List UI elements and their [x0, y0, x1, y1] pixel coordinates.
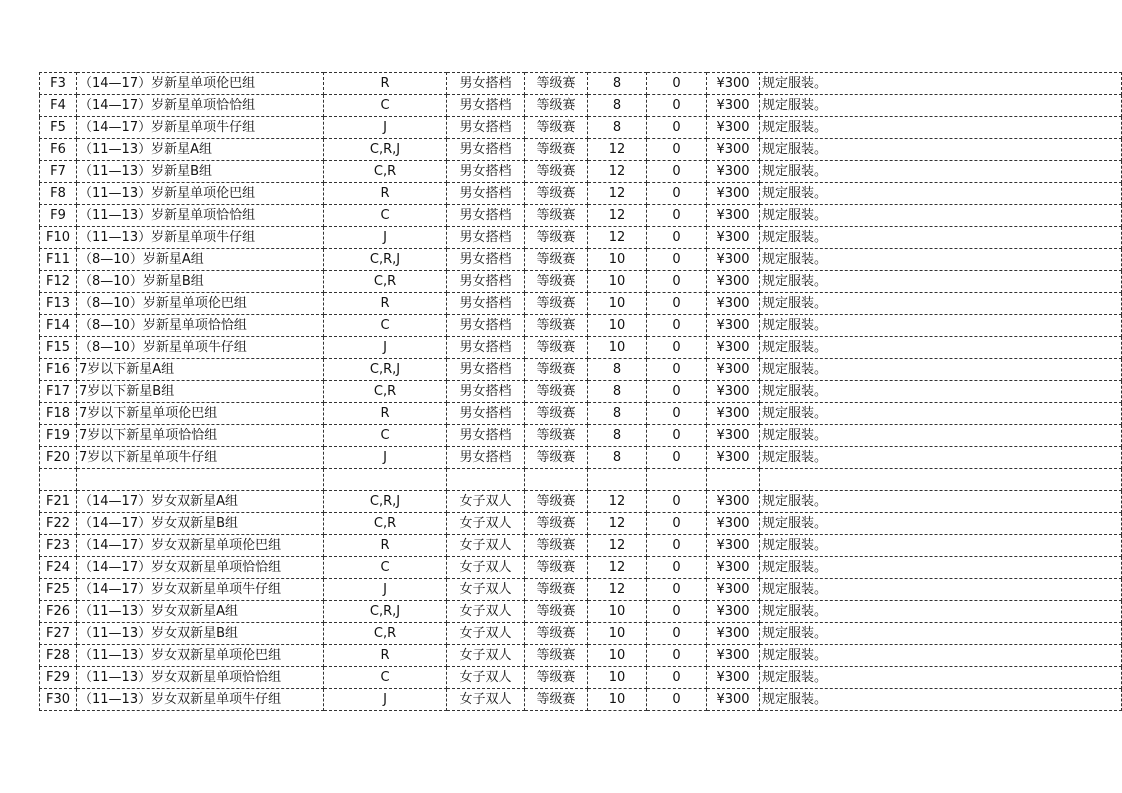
dances-cell: C,R,J [324, 491, 447, 513]
event-code-cell: F8 [40, 183, 77, 205]
table-row [40, 315, 1122, 337]
entry-type-cell: 男女搭档 [447, 139, 525, 161]
event-name-cell: （11—13）岁新星B组 [77, 161, 324, 183]
level-cell: 等级赛 [525, 249, 588, 271]
event-code-cell: F10 [40, 227, 77, 249]
count-cell: 10 [588, 249, 647, 271]
event-code-cell: F14 [40, 315, 77, 337]
event-name-cell: （11—13）岁新星单项恰恰组 [77, 205, 324, 227]
fee-cell: ¥300 [707, 689, 760, 711]
event-name-cell: （8—10）岁新星单项恰恰组 [77, 315, 324, 337]
note-cell: 规定服装。 [760, 645, 1122, 667]
table-row [40, 535, 1122, 557]
event-code-cell: F30 [40, 689, 77, 711]
entry-type-cell: 男女搭档 [447, 359, 525, 381]
zero-cell: 0 [647, 315, 707, 337]
count-cell: 12 [588, 579, 647, 601]
event-code-cell: F20 [40, 447, 77, 469]
zero-cell: 0 [647, 161, 707, 183]
dances-cell: R [324, 183, 447, 205]
entry-type-cell: 男女搭档 [447, 183, 525, 205]
table-row [40, 513, 1122, 535]
fee-cell: ¥300 [707, 205, 760, 227]
note-cell: 规定服装。 [760, 491, 1122, 513]
entry-type-cell: 女子双人 [447, 491, 525, 513]
zero-cell: 0 [647, 623, 707, 645]
event-name-cell: 7岁以下新星B组 [77, 381, 324, 403]
zero-cell: 0 [647, 689, 707, 711]
count-cell: 10 [588, 271, 647, 293]
zero-cell: 0 [647, 205, 707, 227]
note-cell: 规定服装。 [760, 689, 1122, 711]
zero-cell: 0 [647, 403, 707, 425]
table-row [40, 249, 1122, 271]
level-cell: 等级赛 [525, 403, 588, 425]
table-row [40, 557, 1122, 579]
event-name-cell: （11—13）岁女双新星单项恰恰组 [77, 667, 324, 689]
note-cell: 规定服装。 [760, 425, 1122, 447]
table-row [40, 227, 1122, 249]
level-cell: 等级赛 [525, 557, 588, 579]
fee-cell: ¥300 [707, 95, 760, 117]
level-cell: 等级赛 [525, 315, 588, 337]
fee-cell: ¥300 [707, 249, 760, 271]
event-code-cell: F17 [40, 381, 77, 403]
event-code-cell: F29 [40, 667, 77, 689]
count-cell: 8 [588, 403, 647, 425]
zero-cell: 0 [647, 359, 707, 381]
event-name-cell: （11—13）岁女双新星A组 [77, 601, 324, 623]
dances-cell: C,R,J [324, 601, 447, 623]
count-cell: 12 [588, 491, 647, 513]
fee-cell: ¥300 [707, 579, 760, 601]
fee-cell: ¥300 [707, 161, 760, 183]
table-row [40, 359, 1122, 381]
note-cell: 规定服装。 [760, 557, 1122, 579]
entry-type-cell: 男女搭档 [447, 293, 525, 315]
zero-cell: 0 [647, 249, 707, 271]
event-code-cell: F24 [40, 557, 77, 579]
dances-cell: C,R [324, 161, 447, 183]
dances-cell: R [324, 403, 447, 425]
level-cell: 等级赛 [525, 161, 588, 183]
event-code-cell: F9 [40, 205, 77, 227]
event-code-cell: F18 [40, 403, 77, 425]
count-cell: 10 [588, 601, 647, 623]
event-code-cell: F3 [40, 73, 77, 95]
dances-cell: C [324, 205, 447, 227]
note-cell: 规定服装。 [760, 667, 1122, 689]
level-cell: 等级赛 [525, 381, 588, 403]
event-code-cell: F27 [40, 623, 77, 645]
level-cell: 等级赛 [525, 271, 588, 293]
note-cell: 规定服装。 [760, 381, 1122, 403]
event-name-cell: （8—10）岁新星A组 [77, 249, 324, 271]
event-name-cell: （11—13）岁新星单项伦巴组 [77, 183, 324, 205]
dances-cell: C [324, 95, 447, 117]
note-cell: 规定服装。 [760, 315, 1122, 337]
level-cell: 等级赛 [525, 491, 588, 513]
dances-cell: J [324, 337, 447, 359]
count-cell: 10 [588, 337, 647, 359]
entry-type-cell: 女子双人 [447, 667, 525, 689]
zero-cell: 0 [647, 425, 707, 447]
note-cell: 规定服装。 [760, 227, 1122, 249]
count-cell: 12 [588, 161, 647, 183]
level-cell: 等级赛 [525, 183, 588, 205]
note-cell [760, 469, 1122, 491]
note-cell: 规定服装。 [760, 535, 1122, 557]
entry-type-cell: 女子双人 [447, 623, 525, 645]
zero-cell: 0 [647, 381, 707, 403]
dances-cell: J [324, 689, 447, 711]
count-cell: 10 [588, 315, 647, 337]
count-cell: 12 [588, 227, 647, 249]
note-cell: 规定服装。 [760, 403, 1122, 425]
event-name-cell: （8—10）岁新星B组 [77, 271, 324, 293]
dances-cell: C,R,J [324, 359, 447, 381]
level-cell: 等级赛 [525, 667, 588, 689]
note-cell: 规定服装。 [760, 447, 1122, 469]
zero-cell: 0 [647, 491, 707, 513]
fee-cell: ¥300 [707, 337, 760, 359]
count-cell: 12 [588, 513, 647, 535]
note-cell: 规定服装。 [760, 601, 1122, 623]
zero-cell: 0 [647, 535, 707, 557]
dances-cell: C [324, 557, 447, 579]
entry-type-cell: 男女搭档 [447, 403, 525, 425]
event-code-cell: F19 [40, 425, 77, 447]
fee-cell: ¥300 [707, 139, 760, 161]
table-body [40, 73, 1122, 711]
fee-cell: ¥300 [707, 403, 760, 425]
count-cell: 12 [588, 535, 647, 557]
table-row [40, 293, 1122, 315]
event-name-cell: （8—10）岁新星单项牛仔组 [77, 337, 324, 359]
event-code-cell: F22 [40, 513, 77, 535]
level-cell: 等级赛 [525, 579, 588, 601]
dances-cell: R [324, 645, 447, 667]
note-cell: 规定服装。 [760, 139, 1122, 161]
entry-type-cell: 男女搭档 [447, 447, 525, 469]
table-row [40, 447, 1122, 469]
count-cell: 12 [588, 139, 647, 161]
event-code-cell: F13 [40, 293, 77, 315]
count-cell: 8 [588, 73, 647, 95]
level-cell: 等级赛 [525, 689, 588, 711]
event-name-cell: （14—17）岁新星单项伦巴组 [77, 73, 324, 95]
fee-cell: ¥300 [707, 227, 760, 249]
table-row [40, 579, 1122, 601]
zero-cell: 0 [647, 645, 707, 667]
event-name-cell: （11—13）岁女双新星单项伦巴组 [77, 645, 324, 667]
level-cell: 等级赛 [525, 205, 588, 227]
fee-cell: ¥300 [707, 183, 760, 205]
entry-type-cell: 男女搭档 [447, 249, 525, 271]
count-cell: 10 [588, 667, 647, 689]
entry-type-cell: 男女搭档 [447, 161, 525, 183]
event-name-cell: （14—17）岁新星单项牛仔组 [77, 117, 324, 139]
fee-cell: ¥300 [707, 513, 760, 535]
count-cell: 8 [588, 381, 647, 403]
event-name-cell: （14—17）岁女双新星单项恰恰组 [77, 557, 324, 579]
event-code-cell [40, 469, 77, 491]
count-cell: 8 [588, 447, 647, 469]
count-cell: 8 [588, 359, 647, 381]
fee-cell: ¥300 [707, 271, 760, 293]
table-row [40, 95, 1122, 117]
table-row [40, 623, 1122, 645]
event-name-cell: （14—17）岁女双新星单项牛仔组 [77, 579, 324, 601]
note-cell: 规定服装。 [760, 249, 1122, 271]
zero-cell: 0 [647, 271, 707, 293]
event-code-cell: F16 [40, 359, 77, 381]
event-code-cell: F5 [40, 117, 77, 139]
fee-cell: ¥300 [707, 293, 760, 315]
dances-cell: R [324, 293, 447, 315]
event-code-cell: F11 [40, 249, 77, 271]
event-code-cell: F28 [40, 645, 77, 667]
event-table [39, 72, 1122, 711]
fee-cell: ¥300 [707, 73, 760, 95]
entry-type-cell: 女子双人 [447, 689, 525, 711]
zero-cell: 0 [647, 139, 707, 161]
event-name-cell: （11—13）岁新星A组 [77, 139, 324, 161]
event-name-cell: 7岁以下新星单项伦巴组 [77, 403, 324, 425]
zero-cell: 0 [647, 579, 707, 601]
dances-cell: J [324, 579, 447, 601]
fee-cell: ¥300 [707, 491, 760, 513]
zero-cell: 0 [647, 447, 707, 469]
dances-cell: R [324, 73, 447, 95]
dances-cell: C [324, 425, 447, 447]
level-cell: 等级赛 [525, 359, 588, 381]
table-row [40, 601, 1122, 623]
zero-cell: 0 [647, 73, 707, 95]
entry-type-cell: 男女搭档 [447, 381, 525, 403]
note-cell: 规定服装。 [760, 95, 1122, 117]
table-row [40, 205, 1122, 227]
level-cell: 等级赛 [525, 601, 588, 623]
count-cell: 10 [588, 645, 647, 667]
entry-type-cell: 女子双人 [447, 535, 525, 557]
entry-type-cell: 女子双人 [447, 513, 525, 535]
entry-type-cell: 男女搭档 [447, 73, 525, 95]
entry-type-cell: 男女搭档 [447, 425, 525, 447]
count-cell: 10 [588, 689, 647, 711]
table-row [40, 425, 1122, 447]
count-cell: 8 [588, 95, 647, 117]
level-cell: 等级赛 [525, 513, 588, 535]
level-cell: 等级赛 [525, 139, 588, 161]
zero-cell: 0 [647, 183, 707, 205]
table-row [40, 337, 1122, 359]
fee-cell: ¥300 [707, 359, 760, 381]
note-cell: 规定服装。 [760, 117, 1122, 139]
note-cell: 规定服装。 [760, 359, 1122, 381]
entry-type-cell: 男女搭档 [447, 271, 525, 293]
spreadsheet [39, 72, 1084, 711]
entry-type-cell: 女子双人 [447, 579, 525, 601]
dances-cell: C,R [324, 271, 447, 293]
event-code-cell: F25 [40, 579, 77, 601]
entry-type-cell: 男女搭档 [447, 95, 525, 117]
entry-type-cell [447, 469, 525, 491]
event-name-cell: 7岁以下新星单项恰恰组 [77, 425, 324, 447]
note-cell: 规定服装。 [760, 183, 1122, 205]
table-row [40, 271, 1122, 293]
dances-cell: C,R [324, 381, 447, 403]
fee-cell: ¥300 [707, 447, 760, 469]
zero-cell: 0 [647, 337, 707, 359]
dances-cell: J [324, 227, 447, 249]
event-code-cell: F7 [40, 161, 77, 183]
level-cell: 等级赛 [525, 623, 588, 645]
fee-cell: ¥300 [707, 623, 760, 645]
table-row [40, 403, 1122, 425]
level-cell [525, 469, 588, 491]
dances-cell: C,R,J [324, 139, 447, 161]
note-cell: 规定服装。 [760, 513, 1122, 535]
event-name-cell: （14—17）岁女双新星单项伦巴组 [77, 535, 324, 557]
event-code-cell: F26 [40, 601, 77, 623]
count-cell: 12 [588, 557, 647, 579]
count-cell: 12 [588, 205, 647, 227]
zero-cell: 0 [647, 667, 707, 689]
fee-cell: ¥300 [707, 535, 760, 557]
zero-cell [647, 469, 707, 491]
event-name-cell: （14—17）岁女双新星B组 [77, 513, 324, 535]
event-name-cell: （11—13）岁女双新星单项牛仔组 [77, 689, 324, 711]
event-name-cell [77, 469, 324, 491]
fee-cell: ¥300 [707, 557, 760, 579]
dances-cell: C [324, 667, 447, 689]
zero-cell: 0 [647, 601, 707, 623]
table-row [40, 161, 1122, 183]
table-row [40, 73, 1122, 95]
count-cell: 10 [588, 623, 647, 645]
zero-cell: 0 [647, 95, 707, 117]
entry-type-cell: 女子双人 [447, 601, 525, 623]
event-code-cell: F12 [40, 271, 77, 293]
fee-cell: ¥300 [707, 381, 760, 403]
event-name-cell: （8—10）岁新星单项伦巴组 [77, 293, 324, 315]
level-cell: 等级赛 [525, 293, 588, 315]
level-cell: 等级赛 [525, 337, 588, 359]
event-name-cell: （11—13）岁新星单项牛仔组 [77, 227, 324, 249]
level-cell: 等级赛 [525, 425, 588, 447]
event-name-cell: 7岁以下新星单项牛仔组 [77, 447, 324, 469]
note-cell: 规定服装。 [760, 623, 1122, 645]
table-row [40, 381, 1122, 403]
count-cell: 10 [588, 293, 647, 315]
event-name-cell: （14—17）岁新星单项恰恰组 [77, 95, 324, 117]
zero-cell: 0 [647, 293, 707, 315]
count-cell: 8 [588, 425, 647, 447]
event-name-cell: （14—17）岁女双新星A组 [77, 491, 324, 513]
count-cell [588, 469, 647, 491]
dances-cell: C,R,J [324, 249, 447, 271]
entry-type-cell: 男女搭档 [447, 227, 525, 249]
fee-cell: ¥300 [707, 601, 760, 623]
zero-cell: 0 [647, 557, 707, 579]
zero-cell: 0 [647, 117, 707, 139]
dances-cell: J [324, 447, 447, 469]
note-cell: 规定服装。 [760, 293, 1122, 315]
dances-cell: J [324, 117, 447, 139]
fee-cell: ¥300 [707, 645, 760, 667]
dances-cell: C [324, 315, 447, 337]
table-row [40, 645, 1122, 667]
fee-cell [707, 469, 760, 491]
note-cell: 规定服装。 [760, 579, 1122, 601]
table-row [40, 139, 1122, 161]
table-row [40, 469, 1122, 491]
entry-type-cell: 男女搭档 [447, 315, 525, 337]
dances-cell: C,R [324, 513, 447, 535]
note-cell: 规定服装。 [760, 161, 1122, 183]
dances-cell: C,R [324, 623, 447, 645]
event-code-cell: F4 [40, 95, 77, 117]
entry-type-cell: 男女搭档 [447, 117, 525, 139]
fee-cell: ¥300 [707, 117, 760, 139]
level-cell: 等级赛 [525, 535, 588, 557]
count-cell: 8 [588, 117, 647, 139]
note-cell: 规定服装。 [760, 271, 1122, 293]
event-name-cell: （11—13）岁女双新星B组 [77, 623, 324, 645]
event-code-cell: F21 [40, 491, 77, 513]
table-row [40, 689, 1122, 711]
fee-cell: ¥300 [707, 667, 760, 689]
dances-cell: R [324, 535, 447, 557]
level-cell: 等级赛 [525, 73, 588, 95]
level-cell: 等级赛 [525, 95, 588, 117]
table-row [40, 667, 1122, 689]
table-row [40, 491, 1122, 513]
entry-type-cell: 男女搭档 [447, 337, 525, 359]
note-cell: 规定服装。 [760, 73, 1122, 95]
level-cell: 等级赛 [525, 447, 588, 469]
zero-cell: 0 [647, 227, 707, 249]
table-row [40, 183, 1122, 205]
entry-type-cell: 男女搭档 [447, 205, 525, 227]
zero-cell: 0 [647, 513, 707, 535]
dances-cell [324, 469, 447, 491]
fee-cell: ¥300 [707, 425, 760, 447]
event-code-cell: F23 [40, 535, 77, 557]
note-cell: 规定服装。 [760, 205, 1122, 227]
level-cell: 等级赛 [525, 645, 588, 667]
level-cell: 等级赛 [525, 117, 588, 139]
table-row [40, 117, 1122, 139]
fee-cell: ¥300 [707, 315, 760, 337]
event-name-cell: 7岁以下新星A组 [77, 359, 324, 381]
entry-type-cell: 女子双人 [447, 557, 525, 579]
level-cell: 等级赛 [525, 227, 588, 249]
event-code-cell: F6 [40, 139, 77, 161]
note-cell: 规定服装。 [760, 337, 1122, 359]
count-cell: 12 [588, 183, 647, 205]
entry-type-cell: 女子双人 [447, 645, 525, 667]
event-code-cell: F15 [40, 337, 77, 359]
